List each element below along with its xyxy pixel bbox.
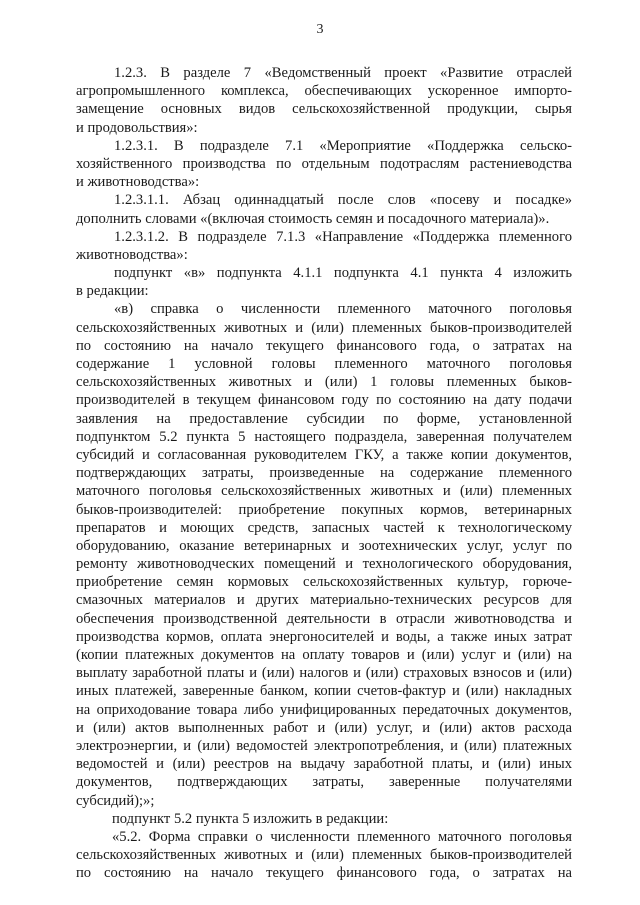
text-line: смазочных материалов и других материально-технических ресурсов для [76,592,572,609]
text-line: сельскохозяйственных животных и (или) 1 головы племенных быков- [76,374,572,391]
text-line: ведомостей и (или) реестров на выдачу заработной платы, и (или) иных [76,756,572,773]
text-line: «5.2. Форма справки о численности племенного маточного поголовья [112,828,572,845]
text-line: подпунктом 5.2 пункта 5 настоящего подраздела, заверенная получателем [76,428,572,445]
text-line: электроэнергии, и (или) ведомостей электропотребления, и (или) платежных [76,737,572,754]
text-line: и продовольствия»: [76,119,198,136]
text-line: «в) справка о численности племенного маточного поголовья [114,301,572,318]
text-line: животноводства»: [76,246,188,263]
text-line: на оприходование товара либо унифицированных передаточных документов, [76,701,572,718]
text-line: документов, подтверждающих затраты, заверенные получателями [76,774,572,791]
text-line: сельскохозяйственных животных и (или) племенных быков-производителей [76,319,572,336]
text-line: субсидий и согласованная руководителем ГКУ, а также копии документов, [76,446,572,463]
text-line: и (или) актов выполненных работ и (или) услуг, и (или) актов расхода [76,719,572,736]
text-line: производства кормов, оплата энергоносителей и воды, а также иных затрат [76,628,572,645]
text-line: 1.2.3.1.1. Абзац одиннадцатый после слов «посеву и посадке» [114,192,572,209]
text-line: выплату заработной платы и (или) налогов и (или) страховых взносов и (или) [76,665,572,682]
text-line: 1.2.3.1. В подразделе 7.1 «Мероприятие «Поддержка сельско- [114,137,572,154]
text-line: производителей в текущем финансовом году по состоянию на дату подачи [76,392,572,409]
document-body [76,64,572,882]
text-line: подпункт «в» подпункта 4.1.1 подпункта 4.1 пункта 4 изложить [114,265,572,282]
text-line: приобретение семян кормовых сельскохозяйственных культур, горюче- [76,574,572,591]
text-line: по состоянию на начало текущего финансового года, о затратах на [76,337,572,354]
text-line: препаратов и моющих средств, запасных частей к технологическому [76,519,572,536]
page-number: 3 [316,22,324,37]
text-line: содержание 1 условной головы племенного маточного поголовья [76,356,572,372]
text-line: оборудованию, оказание ветеринарных и зоотехнических услуг, услуг по [76,537,572,554]
text-line: субсидий);»; [76,792,155,809]
text-line: и животноводства»: [76,174,200,191]
text-line: 1.2.3.1.2. В подразделе 7.1.3 «Направление «Поддержка племенного [114,228,572,245]
text-line: по состоянию на начало текущего финансового года, о затратах на [76,865,572,882]
text-line: в редакции: [76,283,149,300]
text-line: заявления на предоставление субсидии по форме, установленной [76,410,572,427]
text-line: маточного поголовья сельскохозяйственных животных и (или) племенных [76,483,572,500]
text-line: 1.2.3. В разделе 7 «Ведомственный проект «Развитие отраслей [114,65,572,81]
text-line: ремонту животноводческих помещений и технологического оборудования, [76,556,572,573]
text-line: сельскохозяйственных животных и (или) племенных быков-производителей [76,847,572,864]
text-line: (копии платежных документов на оплату товаров и (или) услуг и (или) на [76,647,572,663]
text-line: агропромышленного комплекса, обеспечивающих ускоренное импорто- [76,83,572,100]
text-line: подпункт 5.2 пункта 5 изложить в редакции: [112,810,389,827]
text-line: дополнить словами «(включая стоимость семян и посадочного материала)». [76,210,550,227]
text-line: быков-производителей: приобретение покупных кормов, ветеринарных [76,501,572,518]
text-line: иных платежей, заверенные банком, копии счетов-фактур и (или) накладных [76,683,572,700]
text-line: хозяйственного производства по отдельным подотраслям растениеводства [76,155,572,172]
text-line: обеспечения производственной деятельности в отрасли животноводства и [76,610,572,627]
text-line: подтверждающих затраты, произведенные на содержание племенного [76,465,572,482]
text-line: замещение основных видов сельскохозяйственной продукции, сырья [76,101,572,118]
